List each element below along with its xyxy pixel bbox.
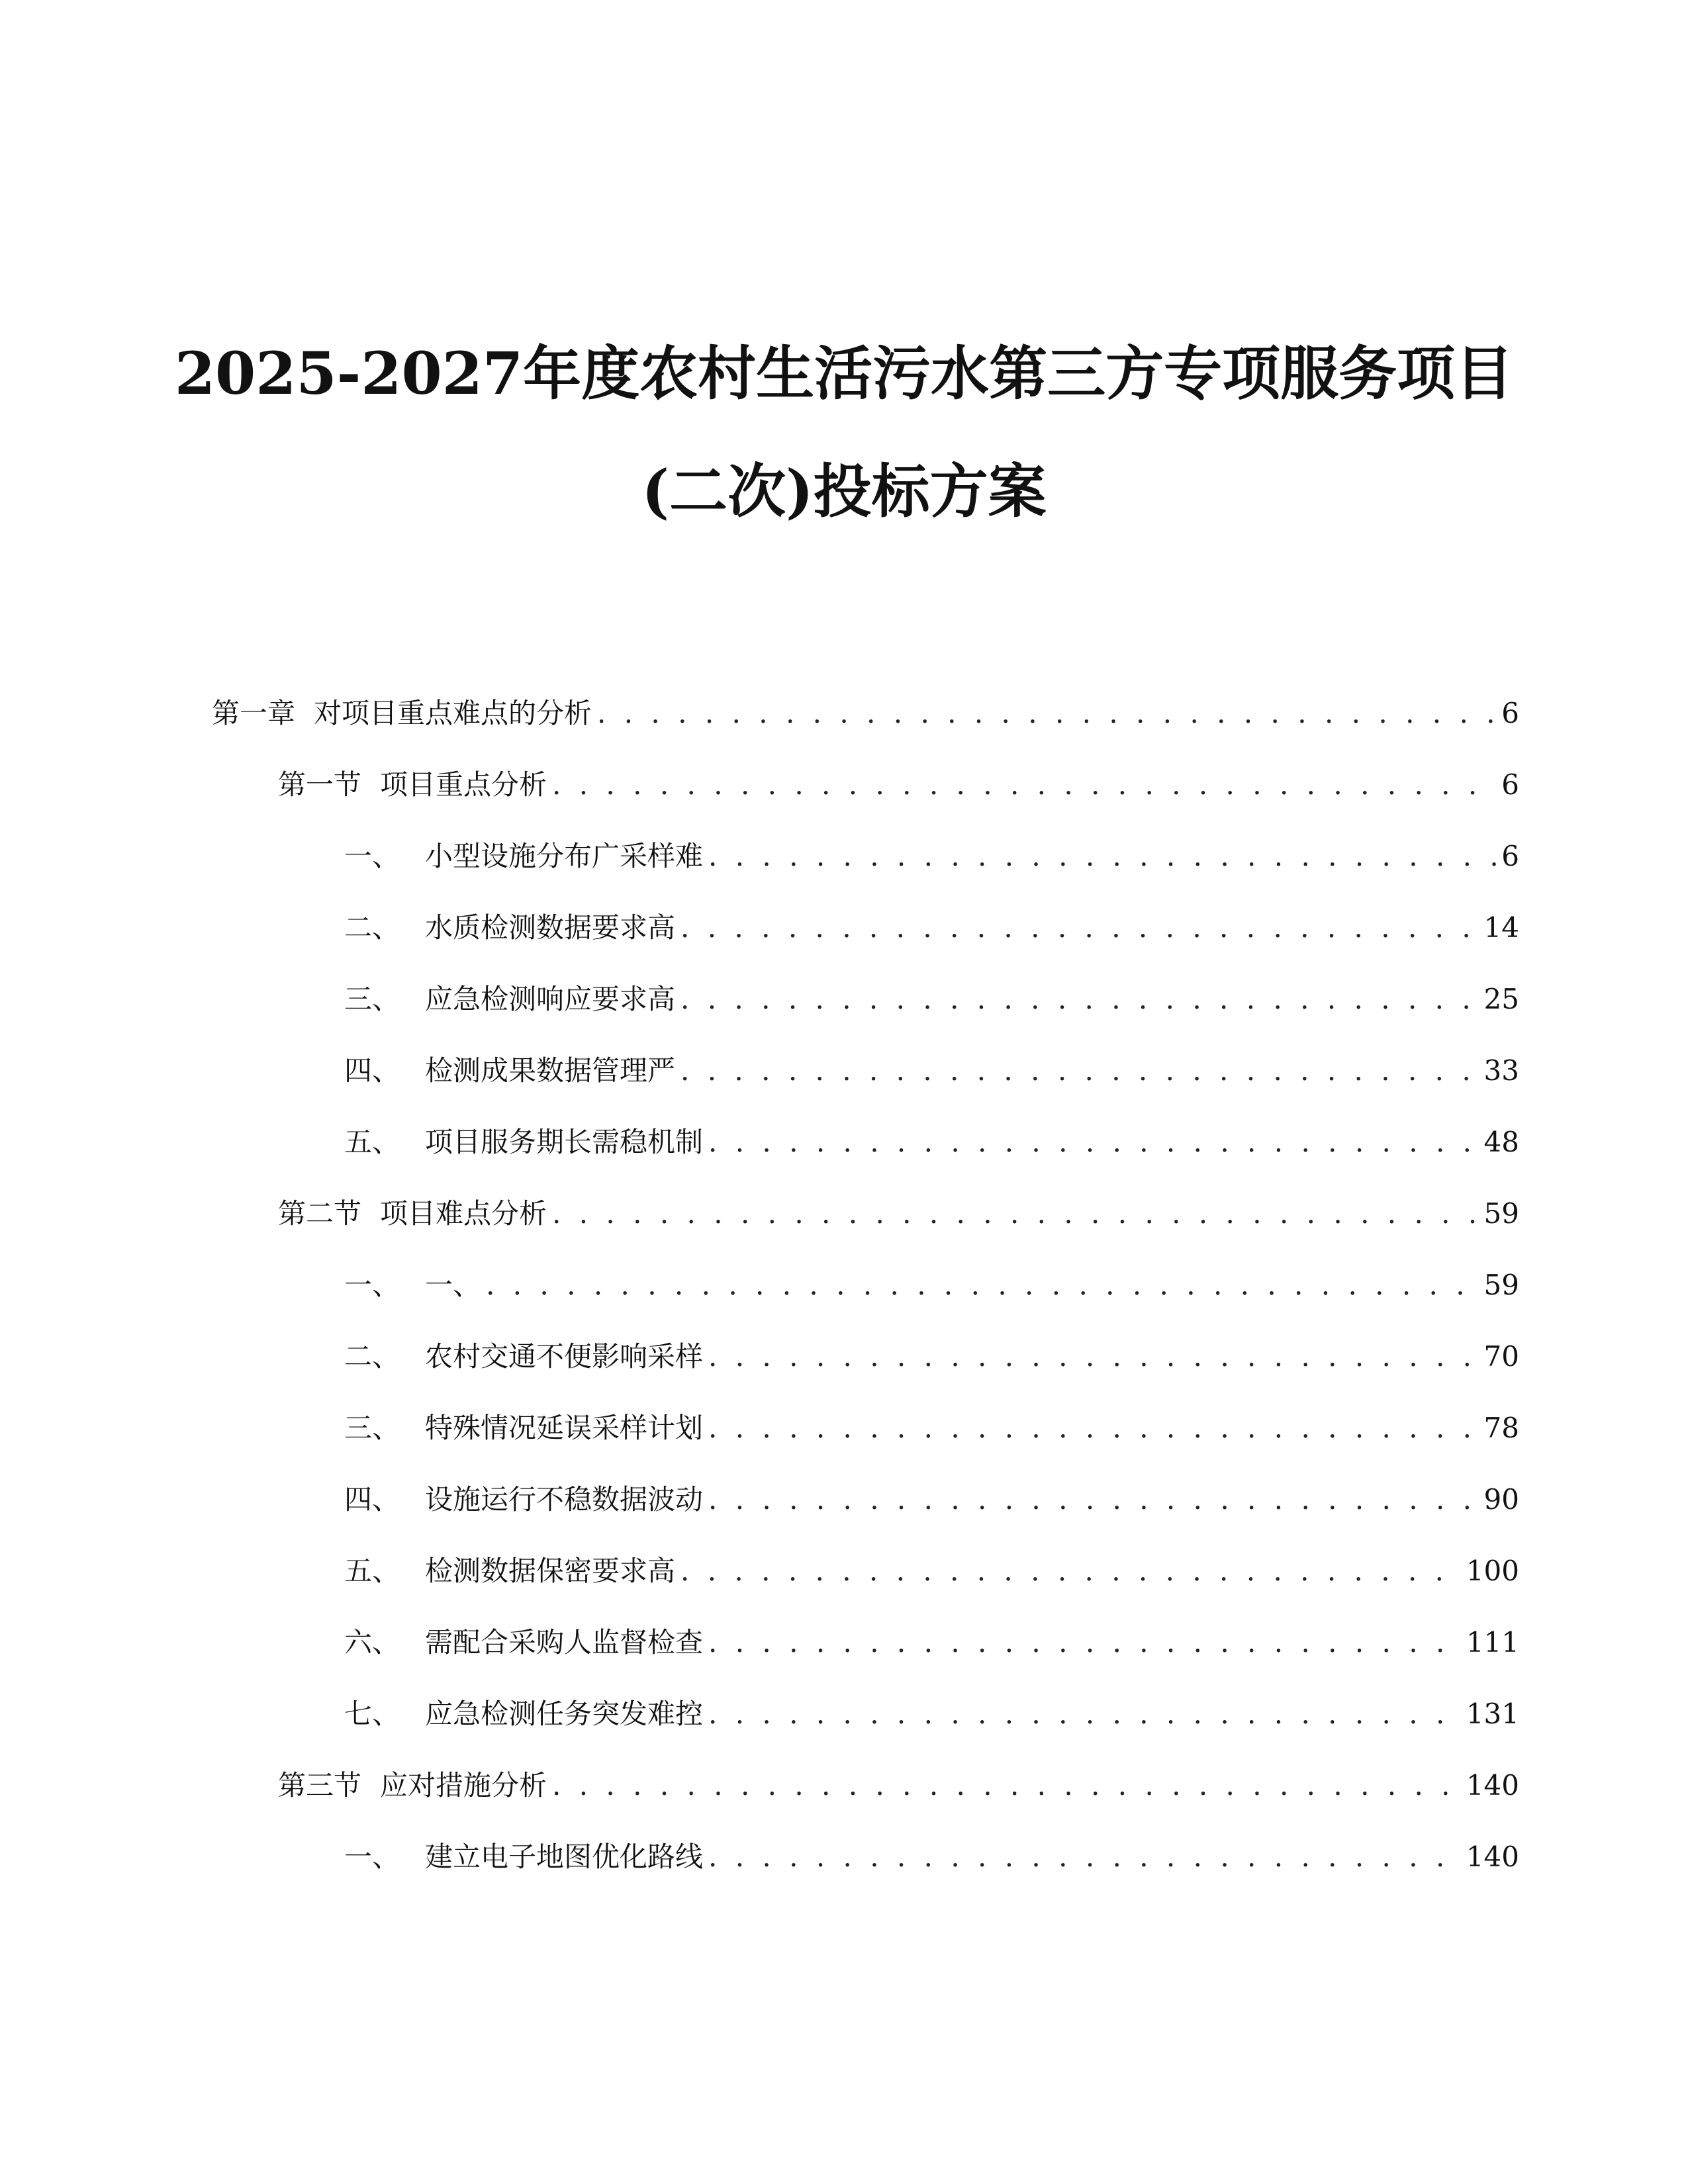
toc-entry[interactable] [344, 1551, 1519, 1591]
toc-entry-title: 项目服务期长需稳机制 [425, 1126, 704, 1158]
toc-entry-title: 建立电子地图优化路线 [425, 1841, 704, 1873]
toc-dot-leader [680, 908, 1479, 948]
toc-entry-page-number: 6 [1501, 768, 1519, 801]
toc-dot-leader [708, 837, 1496, 876]
toc-entry-page-number: 111 [1466, 1626, 1519, 1659]
toc-entry-title: 对项目重点难点的分析 [314, 697, 592, 729]
toc-entry-prefix: 二、 [344, 1340, 400, 1373]
toc-entry[interactable] [344, 908, 1519, 948]
toc-entry-page-number: 78 [1483, 1412, 1519, 1444]
toc-dot-leader [552, 1194, 1479, 1234]
toc-entry-prefix: 五、 [344, 1555, 400, 1587]
toc-entry-prefix: 第三节 [278, 1769, 362, 1801]
toc-entry-prefix: 一、 [344, 1841, 400, 1873]
toc-entry-prefix: 第二节 [278, 1197, 362, 1230]
toc-entry-page-number: 59 [1483, 1269, 1519, 1301]
toc-entry[interactable] [344, 1480, 1519, 1520]
toc-entry-title: 水质检测数据要求高 [425, 911, 676, 944]
toc-entry[interactable] [344, 979, 1519, 1019]
toc-entry[interactable] [344, 1694, 1519, 1734]
toc-entry-page-number: 6 [1501, 840, 1519, 872]
toc-entry-title: 设施运行不稳数据波动 [425, 1483, 704, 1516]
toc-entry-page-number: 48 [1483, 1126, 1519, 1158]
toc-entry[interactable] [344, 1051, 1519, 1091]
toc-entry-prefix: 五、 [344, 1126, 400, 1158]
toc-dot-leader [708, 1337, 1479, 1377]
toc-dot-leader [597, 694, 1496, 733]
toc-entry[interactable] [212, 694, 1519, 733]
toc-entry-page-number: 140 [1466, 1769, 1519, 1801]
toc-entry-prefix: 四、 [344, 1483, 400, 1516]
toc-entry[interactable] [278, 1194, 1519, 1234]
toc-entry-prefix: 第一章 [212, 697, 296, 729]
toc-entry-page-number: 14 [1483, 911, 1519, 944]
toc-entry[interactable] [344, 1623, 1519, 1662]
toc-dot-leader [680, 1551, 1461, 1591]
toc-entry-title: 特殊情况延误采样计划 [425, 1412, 704, 1444]
toc-entry-prefix: 一、 [344, 1269, 400, 1301]
toc-entry-prefix: 三、 [344, 1412, 400, 1444]
toc-dot-leader [552, 765, 1496, 805]
toc-entry-title: 应急检测响应要求高 [425, 983, 676, 1015]
toc-dot-leader [486, 1265, 1479, 1305]
toc-entry-title: 需配合采购人监督检查 [425, 1626, 704, 1659]
toc-entry-page-number: 59 [1483, 1197, 1519, 1230]
toc-dot-leader [708, 1694, 1461, 1734]
toc-entry-prefix: 三、 [344, 983, 400, 1015]
toc-entry-prefix: 七、 [344, 1698, 400, 1730]
toc-entry-page-number: 6 [1501, 697, 1519, 729]
toc-entry[interactable] [344, 1408, 1519, 1448]
toc-entry-prefix: 一、 [344, 840, 400, 872]
toc-entry-page-number: 100 [1466, 1555, 1519, 1587]
toc-entry[interactable] [344, 1122, 1519, 1162]
toc-dot-leader [708, 1623, 1461, 1662]
toc-entry-title: 检测成果数据管理严 [425, 1054, 676, 1087]
toc-entry[interactable] [344, 1265, 1519, 1305]
document-title-line-1: 2025-2027年度农村生活污水第三方专项服务项目 [174, 339, 1514, 408]
toc-entry-title: 农村交通不便影响采样 [425, 1340, 704, 1373]
toc-dot-leader [708, 1837, 1461, 1877]
toc-entry-prefix: 六、 [344, 1626, 400, 1659]
toc-entry-title: 项目重点分析 [380, 768, 547, 801]
toc-entry-page-number: 25 [1483, 983, 1519, 1015]
toc-entry-prefix: 四、 [344, 1054, 400, 1087]
toc-entry-prefix: 第一节 [278, 768, 362, 801]
toc-entry-page-number: 70 [1483, 1340, 1519, 1373]
toc-dot-leader [708, 1480, 1479, 1520]
toc-dot-leader [708, 1122, 1479, 1162]
toc-entry-page-number: 33 [1483, 1054, 1519, 1087]
toc-entry[interactable] [344, 837, 1519, 876]
toc-entry-title: 应急检测任务突发难控 [425, 1698, 704, 1730]
toc-entry[interactable] [278, 765, 1519, 805]
toc-entry-prefix: 二、 [344, 911, 400, 944]
toc-entry-title: 小型设施分布广采样难 [425, 840, 704, 872]
toc-entry-page-number: 140 [1466, 1841, 1519, 1873]
toc-entry-title: 项目难点分析 [380, 1197, 547, 1230]
toc-dot-leader [680, 979, 1479, 1019]
toc-entry-title: 应对措施分析 [380, 1769, 547, 1801]
toc-entry[interactable] [344, 1337, 1519, 1377]
document-title-line-2: (二次)投标方案 [641, 457, 1047, 525]
toc-dot-leader [680, 1051, 1479, 1091]
toc-entry-page-number: 90 [1483, 1483, 1519, 1516]
toc-entry-title: 一、 [425, 1269, 481, 1301]
toc-dot-leader [708, 1408, 1479, 1448]
toc-entry[interactable] [344, 1837, 1519, 1877]
toc-entry[interactable] [278, 1766, 1519, 1805]
toc-entry-page-number: 131 [1466, 1698, 1519, 1730]
toc-dot-leader [552, 1766, 1461, 1805]
table-of-contents [0, 694, 1688, 1925]
toc-entry-title: 检测数据保密要求高 [425, 1555, 676, 1587]
